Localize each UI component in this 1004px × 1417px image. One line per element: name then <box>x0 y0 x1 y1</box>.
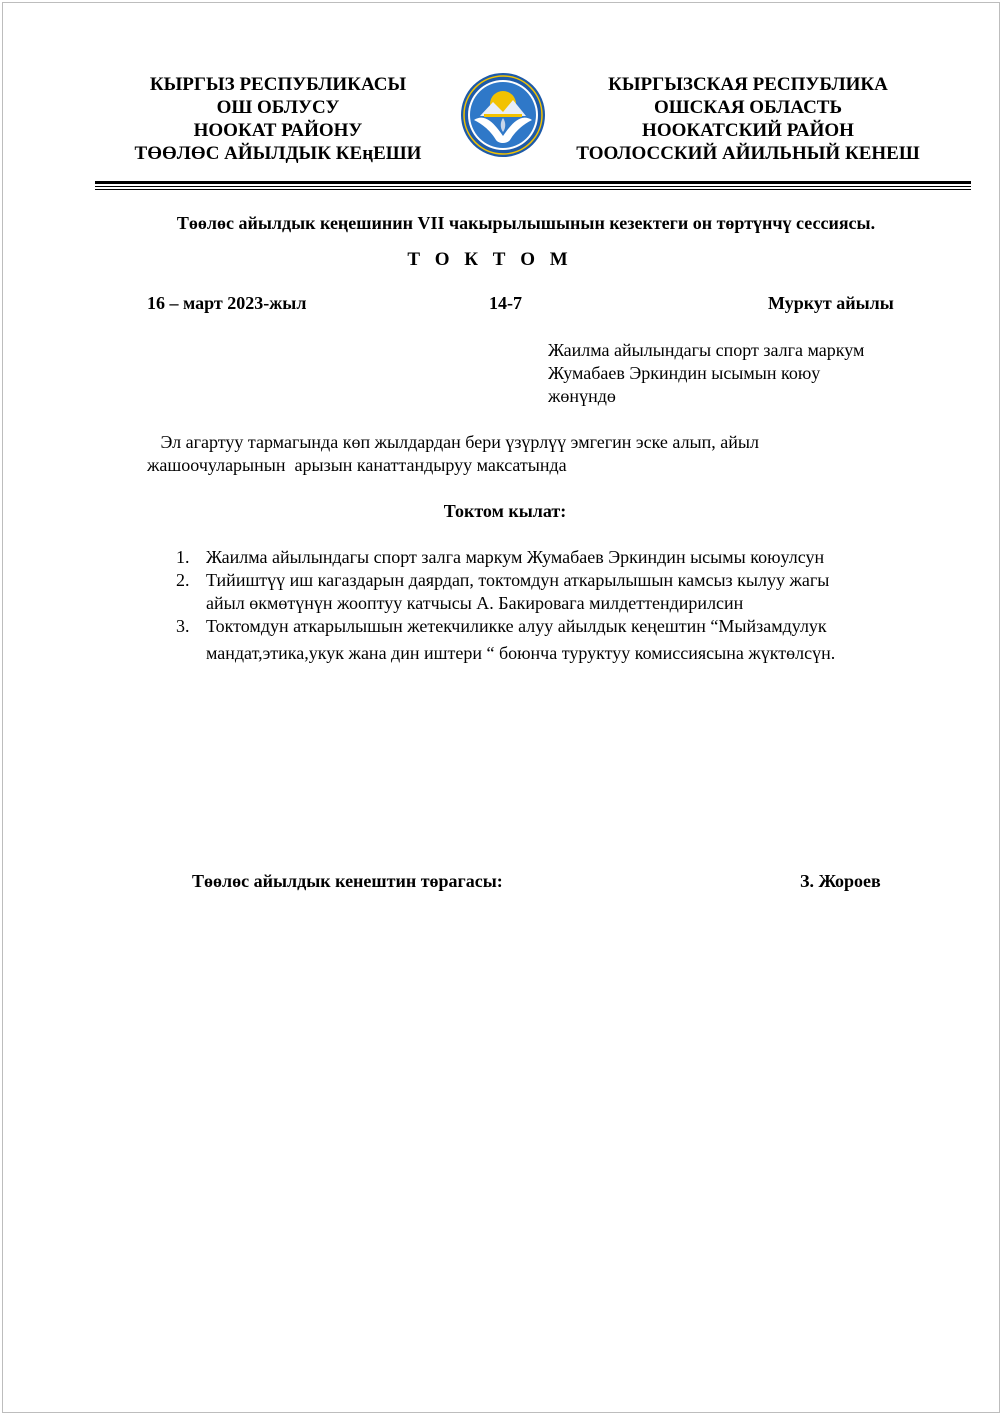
header-divider <box>95 186 971 187</box>
document-place: Муркут айылы <box>768 293 894 313</box>
list-item-text: айыл өкмөтүнүн жооптуу катчысы А. Бакировага милдеттендирилсин <box>206 593 744 613</box>
header-right-line: ТООЛОССКИЙ АЙИЛЬНЫЙ КЕНЕШ <box>576 143 920 164</box>
list-item-text: мандат,этика,укук жана дин иштери “ боюнча туруктуу комиссиясына жүктөлсүн. <box>206 643 836 663</box>
preamble-line: Эл агартуу тармагында көп жылдардан бери үзүрлүү эмгегин эске алып, айыл <box>147 432 759 452</box>
header-left-line: КЫРГЫЗ РЕСПУБЛИКАСЫ <box>149 74 407 95</box>
header-right-line: ОШСКАЯ ОБЛАСТЬ <box>653 97 843 118</box>
session-line: Төөлөс айылдык кеңешинин VII чакырылышынын кезектеги он төртүнчү сессиясы. <box>176 213 876 233</box>
header-left-line: ТӨӨЛӨС АЙЫЛДЫК КЕңЕШИ <box>134 143 422 164</box>
header-divider <box>95 181 971 184</box>
list-item <box>170 569 960 615</box>
resolve-heading: Токтом кылат: <box>443 501 567 521</box>
header-left-line: НООКАТ РАЙОНУ <box>193 120 363 141</box>
subject-line: жөнүндө <box>548 386 616 406</box>
list-item <box>170 546 960 569</box>
list-item-number: 3. <box>176 616 190 636</box>
header-left-line: ОШ ОБЛУСУ <box>216 97 340 118</box>
list-item-number: 2. <box>176 570 190 590</box>
document-subject <box>548 339 928 408</box>
header-kyrgyz-block <box>118 73 438 165</box>
subject-line: Жумабаев Эркиндин ысымын коюу <box>548 363 821 383</box>
header-right-line: КЫРГЫЗСКАЯ РЕСПУБЛИКА <box>608 74 888 95</box>
document-title: Т О К Т О М <box>407 249 573 270</box>
list-item <box>170 615 960 665</box>
document-date: 16 – март 2023-жыл <box>147 293 307 313</box>
list-item-text: Токтомдун аткарылышын жетекчиликке алуу айылдык кеңештин “Мыйзамдулук <box>206 616 827 636</box>
subject-line: Жаилма айылындагы спорт залга маркум <box>548 340 865 360</box>
document-number: 14-7 <box>489 293 522 313</box>
preamble-line: жашоочуларынын арызын канаттандыруу максатында <box>147 455 567 475</box>
state-emblem <box>460 72 546 158</box>
list-item-text: Тийиштүү иш кагаздарын даярдап, токтомдун аткарылышын камсыз кылуу жагы <box>206 570 830 590</box>
header-russian-block <box>548 73 948 165</box>
resolution-list <box>170 546 960 665</box>
header-right-line: НООКАТСКИЙ РАЙОН <box>642 120 854 141</box>
header-divider <box>95 189 971 190</box>
preamble <box>147 431 927 477</box>
signature-label: Төөлөс айылдык кенештин төрагасы: <box>192 871 503 891</box>
list-item-text: Жаилма айылындагы спорт залга маркум Жумабаев Эркиндин ысымы коюулсун <box>206 547 825 567</box>
state-emblem-icon <box>460 72 546 158</box>
signature-name: З. Жороев <box>800 871 881 891</box>
list-item-number: 1. <box>176 547 190 567</box>
